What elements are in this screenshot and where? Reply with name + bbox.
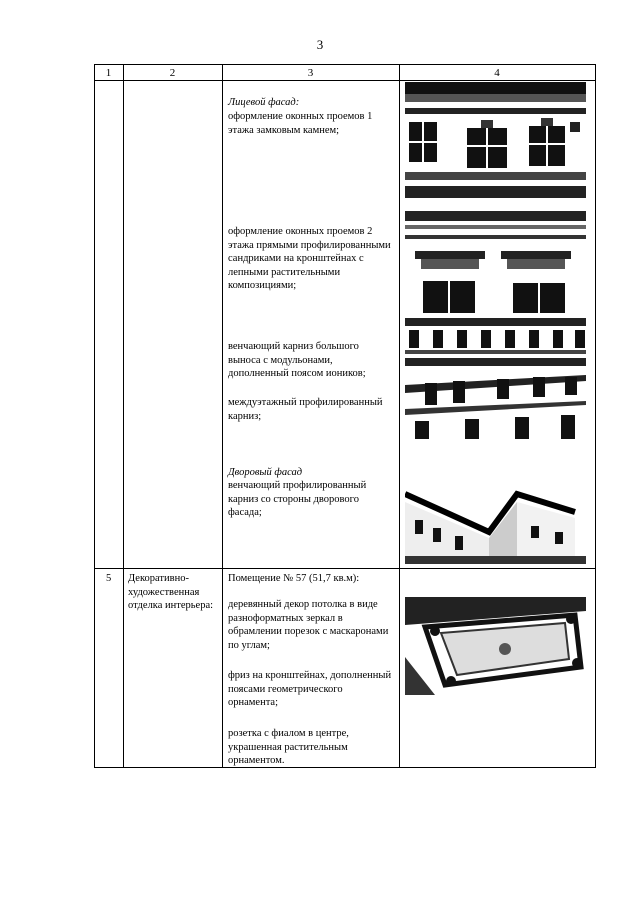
item-window2: оформление оконных проемов 2 этажа прямыми профилированными сандриками на кронштейнах с лепными растительными композициями; — [228, 226, 391, 291]
header-col-3: 3 — [307, 67, 314, 79]
photo-ceiling-decor — [405, 597, 586, 695]
item-window1: оформление оконных проемов 1 этажа замковым камнем; — [228, 111, 373, 136]
front-facade-title: Лицевой фасад: — [228, 97, 300, 108]
item-cornice-mid: междуэтажный профилированный карниз; — [228, 397, 383, 422]
item-courtyard: венчающий профилированный карниз со стороны дворового фасада; — [228, 480, 367, 518]
photo-windows-first-floor — [405, 82, 586, 198]
photo-windows-second-floor — [405, 211, 586, 313]
header-col-1: 1 — [105, 67, 112, 79]
row5-name: Декоративно-художественная отделка интерьера: — [128, 573, 214, 611]
page-number: 3 — [316, 37, 324, 52]
photo-top-cornice — [405, 318, 586, 366]
item-cornice-top: венчающий карниз большого выноса с модульонами, дополненный поясом иоников; — [228, 341, 366, 379]
photo-interfloor-cornice — [405, 375, 586, 439]
photo-courtyard-cornice — [405, 472, 586, 564]
courtyard-facade-title: Дворовый фасад — [228, 467, 303, 478]
row5-number: 5 — [106, 573, 112, 584]
header-col-4: 4 — [494, 67, 500, 79]
row5-item-rosette: розетка с фиалом в центре, украшенная растительным орнаментом. — [228, 728, 349, 766]
header-col-2: 2 — [169, 67, 176, 79]
row5-room: Помещение № 57 (51,7 кв.м): — [228, 573, 360, 584]
row5-item-ceiling: деревянный декор потолка в виде разноформатных зеркал в обрамлении порезок с маскаронами по углам; — [228, 599, 389, 651]
row5-item-frieze: фриз на кронштейнах, дополненный поясами геометрического орнамента; — [228, 670, 392, 708]
